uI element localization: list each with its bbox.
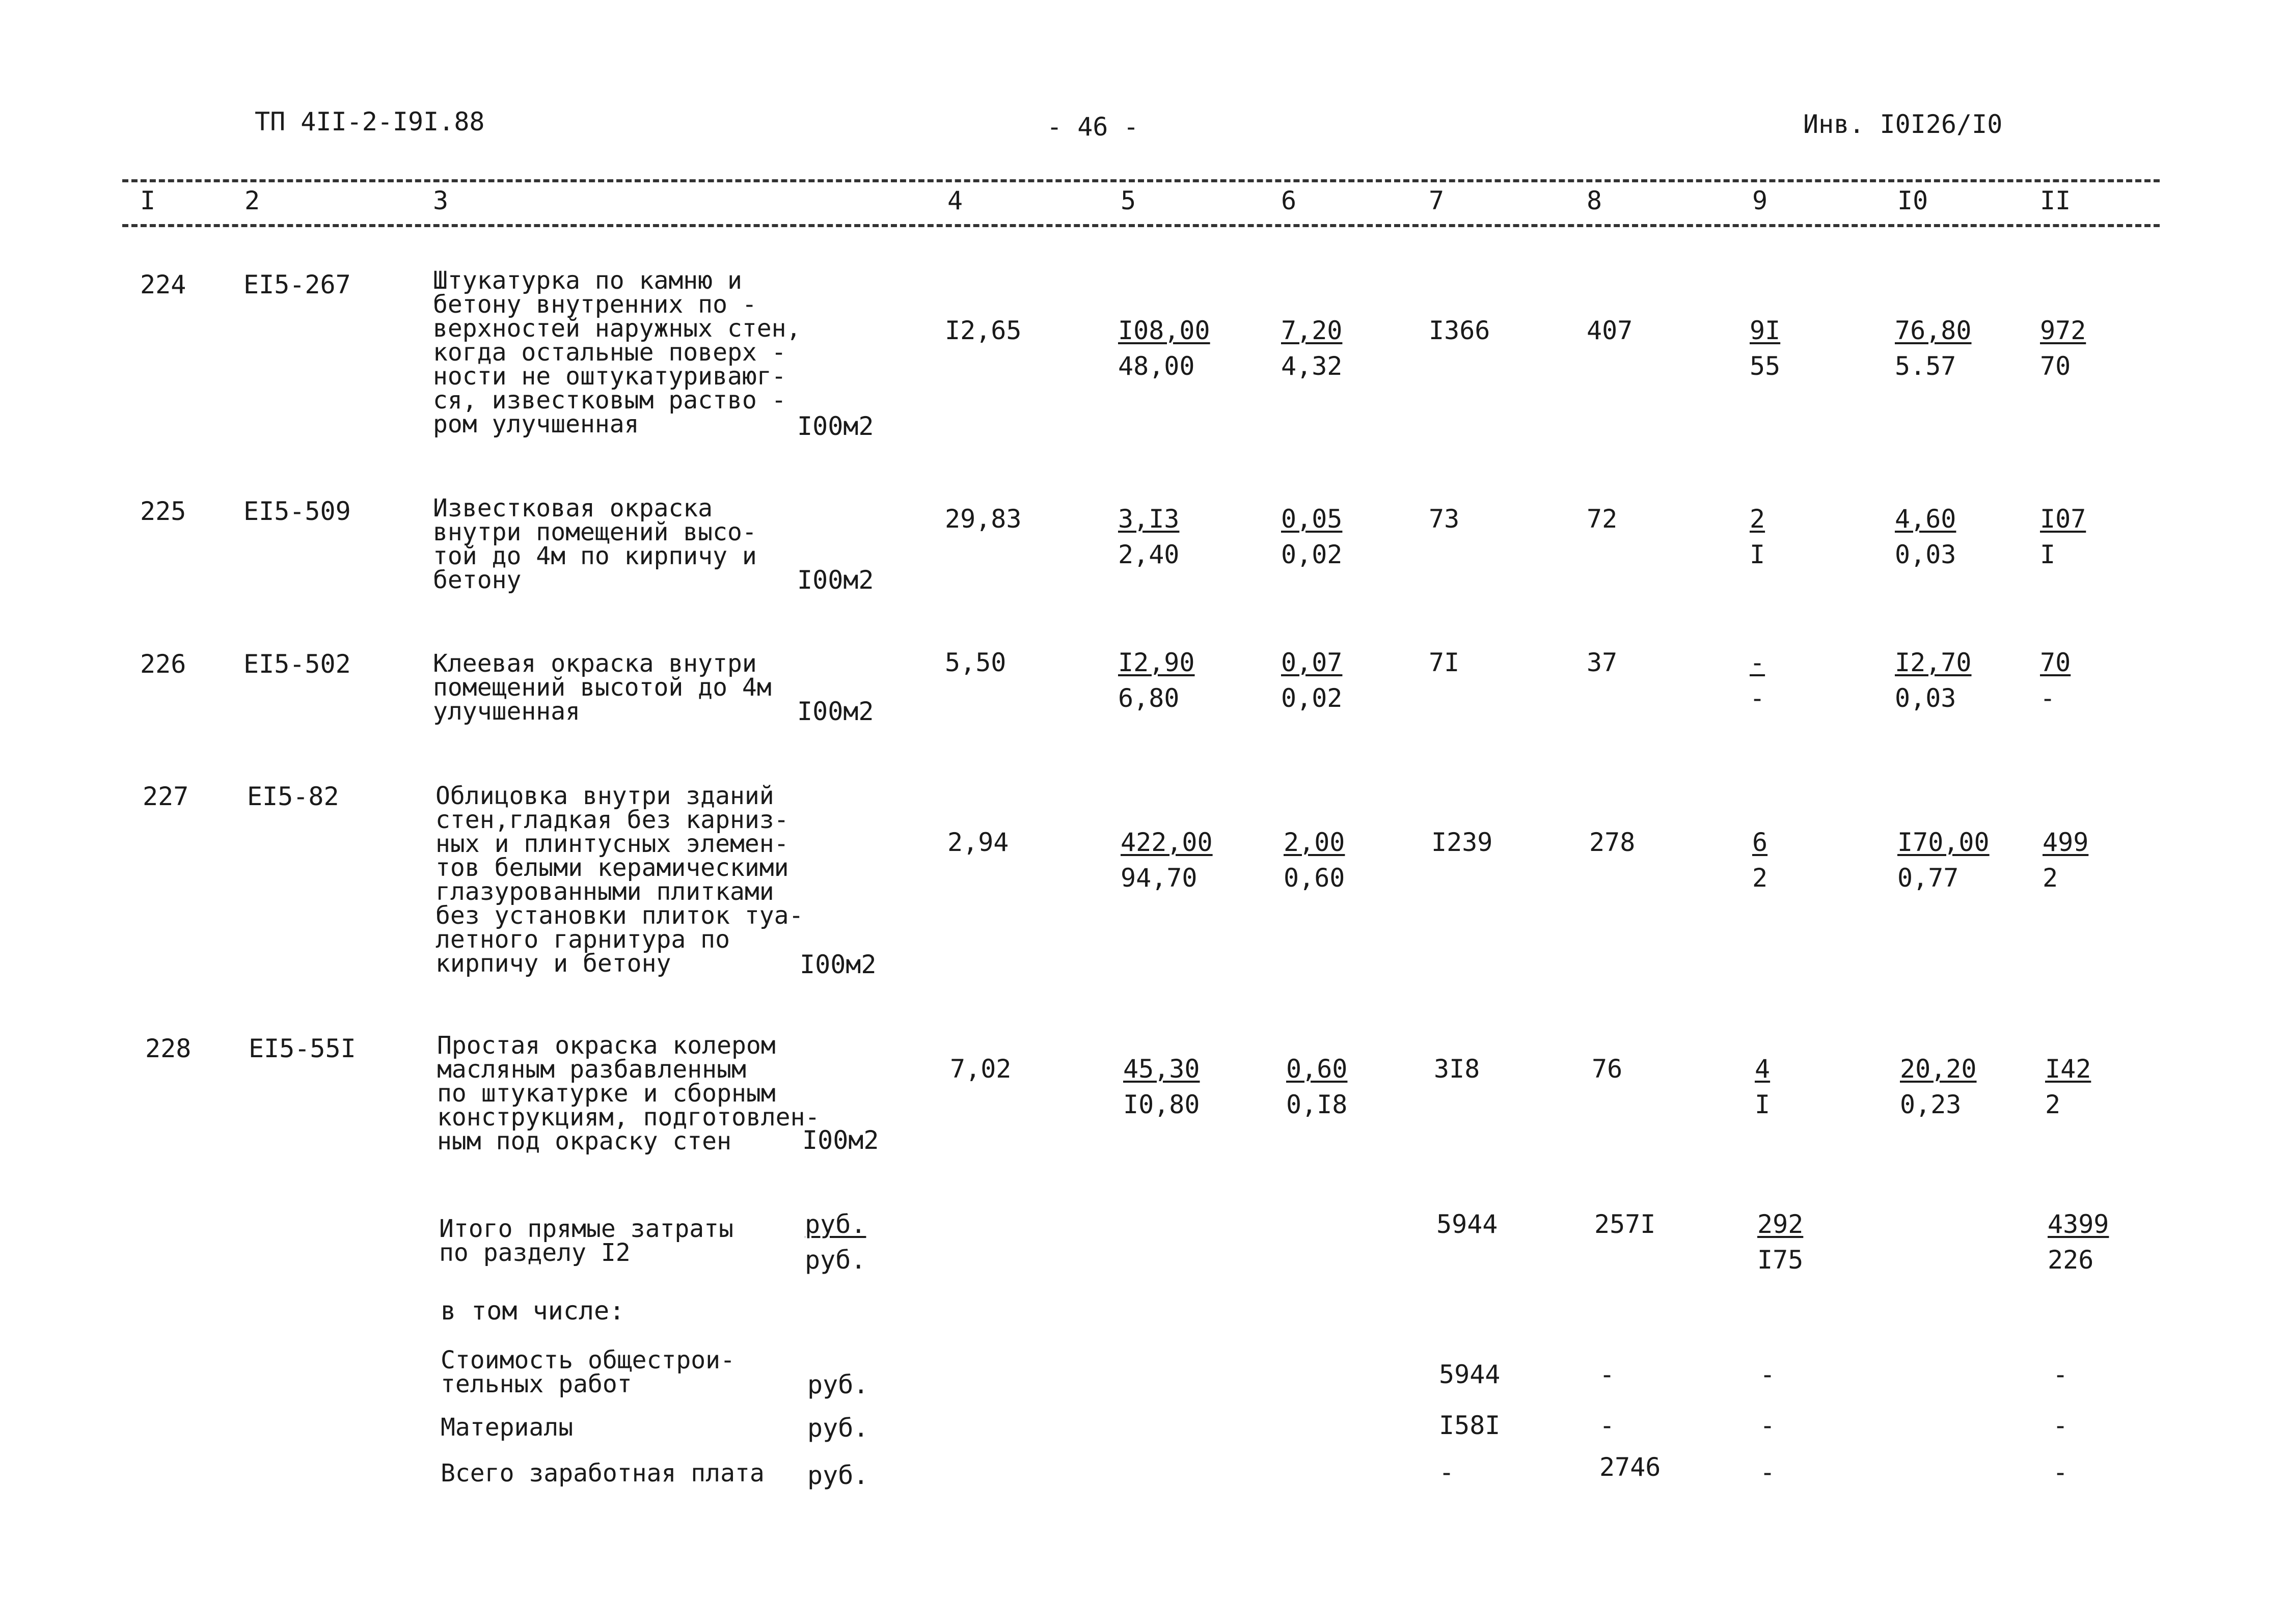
breakdown-labor: - <box>2053 1457 2069 1487</box>
labor-total-machinists: 2 <box>2043 863 2058 893</box>
col-header-7: 7 <box>1429 186 1445 215</box>
totals-cost: 5944 <box>1436 1209 1498 1239</box>
total-cost: 3I8 <box>1434 1054 1480 1084</box>
row-number: 227 <box>143 782 189 811</box>
total-wages: 37 <box>1587 648 1618 677</box>
unit-machine-cost: 0,05 <box>1281 504 1343 534</box>
breakdown-machine-cost: - <box>1760 1411 1776 1440</box>
total-machine-wages: 55 <box>1750 351 1781 381</box>
unit-cost-total: I08,00 <box>1118 316 1210 345</box>
labor-per-unit: I70,00 <box>1897 828 1990 857</box>
rate-code: EI5-509 <box>243 497 351 526</box>
labor-per-unit: 4,60 <box>1895 504 1956 534</box>
labor-per-unit-machinists: 5.57 <box>1895 351 1956 381</box>
inventory-number: Инв. I0I26/I0 <box>1803 109 2003 139</box>
total-machine-cost: 6 <box>1752 828 1768 857</box>
row-number: 225 <box>140 497 186 526</box>
breakdown-machine-cost: - <box>1760 1360 1776 1389</box>
labor-total-machinists: - <box>2040 683 2056 713</box>
col-header-4: 4 <box>947 186 963 215</box>
labor-total: 70 <box>2040 648 2071 677</box>
quantity: 2,94 <box>947 828 1009 857</box>
breakdown-labor: - <box>2053 1411 2069 1440</box>
labor-total-machinists: 70 <box>2040 351 2071 381</box>
col-header-11: II <box>2040 186 2071 215</box>
work-description: Штукатурка по камню и бетону внутренних по - верхностей наружных стен, когда остальные поверх - ности не оштукатуриваюг- ся, известковым раство - ром улучшенная <box>433 266 801 438</box>
unit-cost-total: I2,90 <box>1118 648 1195 677</box>
total-machine-cost: 9I <box>1750 316 1781 345</box>
col-header-10: I0 <box>1897 186 1928 215</box>
labor-per-unit: 20,20 <box>1900 1054 1977 1084</box>
total-wages: 76 <box>1592 1054 1623 1084</box>
unit-cost-wages: 48,00 <box>1118 351 1195 381</box>
total-machine-cost: - <box>1750 648 1765 677</box>
breakdown-cost: I58I <box>1439 1411 1501 1440</box>
quantity: 29,83 <box>945 504 1022 534</box>
breakdown-wages: 2746 <box>1599 1452 1661 1482</box>
header-rule-bottom <box>122 224 2160 227</box>
document-code: ТП 4II-2-I9I.88 <box>255 107 485 136</box>
work-description: Клеевая окраска внутри помещений высотой до 4м улучшенная <box>433 649 772 726</box>
labor-per-unit: I2,70 <box>1895 648 1972 677</box>
breakdown-label: Всего заработная плата <box>441 1459 765 1488</box>
breakdown-wages: - <box>1599 1360 1615 1389</box>
totals-unit-top: руб. <box>805 1209 866 1239</box>
labor-per-unit-machinists: 0,77 <box>1897 863 1959 893</box>
work-description: Облицовка внутри зданий стен,гладкая без карниз- ных и плинтусных элемен- тов белыми керамическими глазурованными плитками без установки плиток туа- летного гарнитура по кирпичу и бетону <box>436 782 804 978</box>
quantity: 7,02 <box>950 1054 1012 1084</box>
including-label: в том числе: <box>441 1296 625 1326</box>
total-wages: 407 <box>1587 316 1633 345</box>
totals-labor-machinists: 226 <box>2048 1245 2094 1275</box>
breakdown-unit: руб. <box>807 1370 869 1399</box>
total-cost: 73 <box>1429 504 1460 534</box>
col-header-8: 8 <box>1587 186 1602 215</box>
unit-machine-wages: 0,60 <box>1284 863 1345 893</box>
rate-code: EI5-82 <box>247 782 339 811</box>
totals-unit-bottom: руб. <box>805 1245 866 1275</box>
total-machine-wages: I <box>1750 540 1765 569</box>
unit-cost-wages: 6,80 <box>1118 683 1180 713</box>
unit-machine-cost: 0,60 <box>1286 1054 1348 1084</box>
unit-machine-cost: 7,20 <box>1281 316 1343 345</box>
breakdown-unit: руб. <box>807 1461 869 1490</box>
unit-cost-wages: I0,80 <box>1123 1090 1200 1119</box>
page-number: - 46 - <box>1047 112 1139 142</box>
unit-cost-wages: 2,40 <box>1118 540 1180 569</box>
col-header-1: I <box>140 186 156 215</box>
labor-per-unit: 76,80 <box>1895 316 1972 345</box>
labor-total-machinists: I <box>2040 540 2056 569</box>
total-wages: 72 <box>1587 504 1618 534</box>
breakdown-labor: - <box>2053 1360 2069 1389</box>
total-machine-wages: - <box>1750 683 1765 713</box>
rate-code: EI5-502 <box>243 649 351 679</box>
unit-of-measure: I00м2 <box>797 411 874 441</box>
col-header-6: 6 <box>1281 186 1297 215</box>
labor-per-unit-machinists: 0,23 <box>1900 1090 1962 1119</box>
col-header-9: 9 <box>1752 186 1768 215</box>
labor-per-unit-machinists: 0,03 <box>1895 683 1956 713</box>
unit-machine-cost: 0,07 <box>1281 648 1343 677</box>
row-number: 226 <box>140 649 186 679</box>
breakdown-machine-cost: - <box>1760 1457 1776 1487</box>
labor-total: I07 <box>2040 504 2086 534</box>
total-machine-wages: 2 <box>1752 863 1768 893</box>
breakdown-label: Стоимость общестрои- тельных работ <box>441 1346 735 1398</box>
total-wages: 278 <box>1589 828 1636 857</box>
quantity: I2,65 <box>945 316 1022 345</box>
total-cost: 7I <box>1429 648 1460 677</box>
unit-machine-wages: 0,I8 <box>1286 1090 1348 1119</box>
breakdown-label: Материалы <box>441 1413 574 1442</box>
total-machine-cost: 4 <box>1755 1054 1771 1084</box>
row-number: 224 <box>140 270 186 299</box>
total-cost: I366 <box>1429 316 1490 345</box>
labor-per-unit-machinists: 0,03 <box>1895 540 1956 569</box>
unit-of-measure: I00м2 <box>797 565 874 595</box>
quantity: 5,50 <box>945 648 1006 677</box>
unit-of-measure: I00м2 <box>797 697 874 726</box>
col-header-2: 2 <box>244 186 260 215</box>
totals-machine-cost: 292 <box>1757 1209 1804 1239</box>
row-number: 228 <box>145 1034 192 1063</box>
total-cost: I239 <box>1431 828 1493 857</box>
totals-label: Итого прямые затраты по разделу I2 <box>439 1215 733 1267</box>
total-machine-cost: 2 <box>1750 504 1765 534</box>
unit-machine-cost: 2,00 <box>1284 828 1345 857</box>
total-machine-wages: I <box>1755 1090 1771 1119</box>
header-rule-top <box>122 179 2160 182</box>
labor-total: I42 <box>2045 1054 2091 1084</box>
rate-code: EI5-55I <box>249 1034 356 1063</box>
unit-cost-total: 3,I3 <box>1118 504 1180 534</box>
breakdown-cost: 5944 <box>1439 1360 1501 1389</box>
work-description: Известковая окраска внутри помещений высо- той до 4м по кирпичу и бетону <box>433 494 757 594</box>
unit-machine-wages: 0,02 <box>1281 540 1343 569</box>
unit-cost-wages: 94,70 <box>1121 863 1198 893</box>
work-description: Простая окраска колером масляным разбавленным по штукатурке и сборным конструкциям, подготовлен- ным под окраску стен <box>437 1031 820 1155</box>
unit-of-measure: I00м2 <box>802 1125 879 1155</box>
breakdown-unit: руб. <box>807 1413 869 1443</box>
labor-total-machinists: 2 <box>2045 1090 2061 1119</box>
unit-of-measure: I00м2 <box>800 950 877 979</box>
unit-cost-total: 45,30 <box>1123 1054 1200 1084</box>
labor-total: 499 <box>2043 828 2089 857</box>
unit-cost-total: 422,00 <box>1121 828 1213 857</box>
unit-machine-wages: 0,02 <box>1281 683 1343 713</box>
col-header-3: 3 <box>433 186 449 215</box>
totals-machine-wages: I75 <box>1757 1245 1804 1275</box>
totals-wages: 257I <box>1594 1209 1656 1239</box>
totals-labor: 4399 <box>2048 1209 2109 1239</box>
unit-machine-wages: 4,32 <box>1281 351 1343 381</box>
col-header-5: 5 <box>1121 186 1136 215</box>
breakdown-wages: - <box>1599 1411 1615 1440</box>
labor-total: 972 <box>2040 316 2086 345</box>
breakdown-cost: - <box>1439 1457 1455 1487</box>
rate-code: EI5-267 <box>243 270 351 299</box>
